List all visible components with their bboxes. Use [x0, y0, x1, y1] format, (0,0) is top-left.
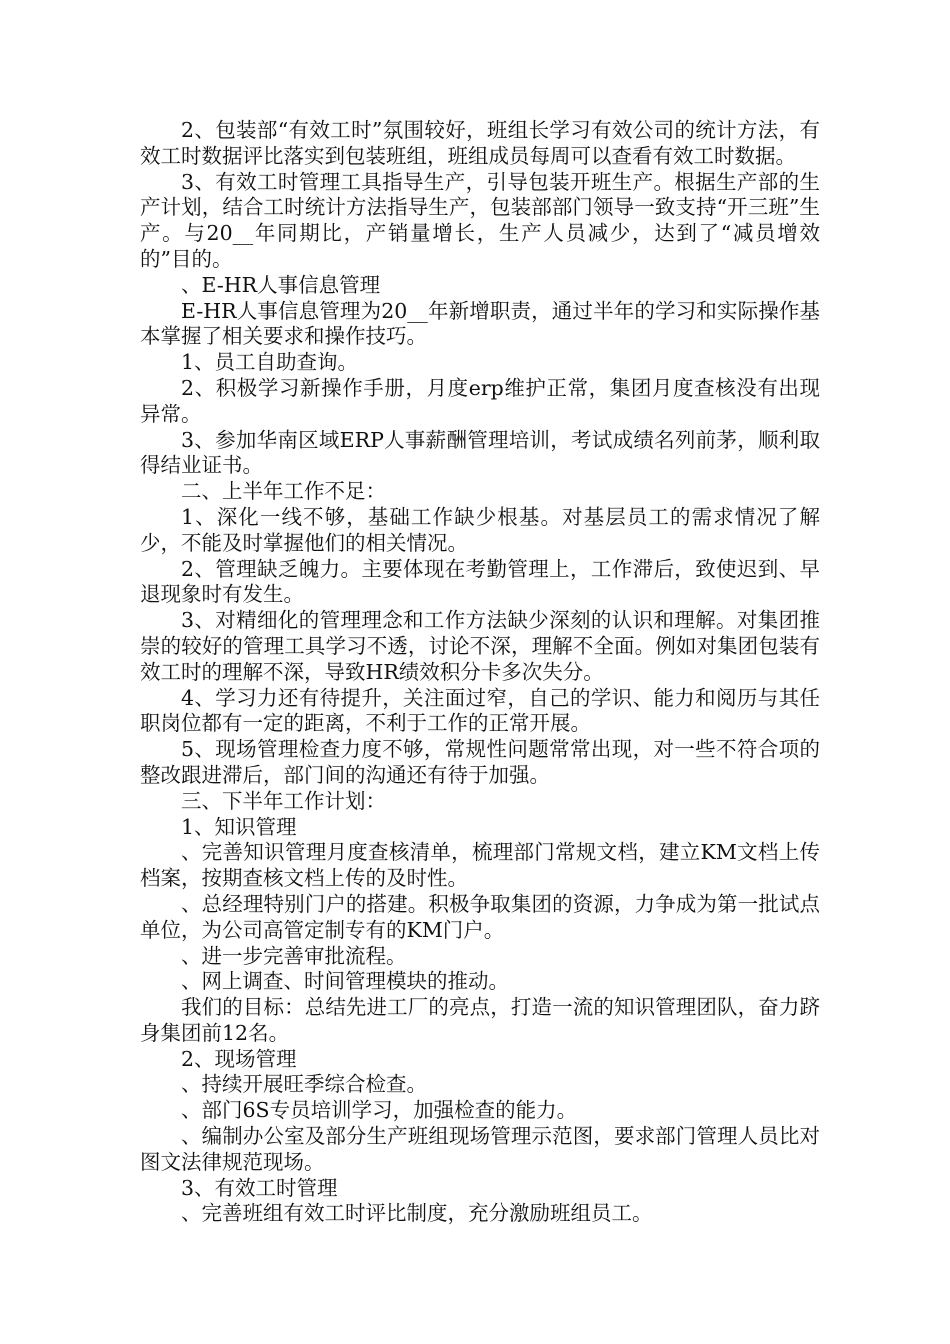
paragraph-plan-hours-1: 、完善班组有效工时评比制度，充分激励班组员工。: [181, 1201, 653, 1226]
paragraph-plan-knowledge-heading: 1、知识管理: [181, 814, 297, 839]
paragraph-ehr-item-3: 3、参加华南区域ERP人事薪酬管理培训，考试成绩名列前茅，顺利取得结业证书。: [140, 427, 820, 478]
section-ehr-heading: 、E-HR人事信息管理: [181, 272, 381, 297]
paragraph-plan-site-2: 、部门6S专员培训学习，加强检查的能力。: [181, 1098, 578, 1123]
paragraph-plan-goal: 我们的目标：总结先进工厂的亮点，打造一流的知识管理团队，奋力跻身集团前12名。: [140, 995, 820, 1045]
document-page: [140, 118, 820, 1227]
paragraph-plan-knowledge-1: 、完善知识管理月度查核清单，梳理部门常规文档，建立KM文档上传档案，按期查核文档上传的及时性。: [140, 840, 820, 891]
paragraph-shortcoming-2: 2、管理缺乏魄力。主要体现在考勤管理上，工作滞后，致使迟到、早退现象时有发生。: [140, 556, 820, 607]
section-plan-heading: 三、下半年工作计划：: [181, 788, 386, 813]
section-shortcomings-heading: 二、上半年工作不足：: [181, 479, 386, 504]
paragraph-ehr-intro: E-HR人事信息管理为20__年新增职责，通过半年的学习和实际操作基本掌握了相关要求和操作技巧。: [140, 298, 820, 349]
paragraph-shortcoming-3: 3、对精细化的管理理念和工作方法缺少深刻的认识和理解。对集团推崇的较好的管理工具学习不透，讨论不深，理解不全面。例如对集团包装有效工时的理解不深，导致HR绩效积分卡多次失分。: [140, 608, 820, 684]
paragraph-ehr-item-2: 2、积极学习新操作手册，月度erp维护正常，集团月度查核没有出现异常。: [140, 375, 820, 426]
paragraph-ehr-item-1: 1、员工自助查询。: [181, 350, 359, 375]
paragraph-plan-knowledge-3: 、进一步完善审批流程。: [181, 943, 407, 968]
paragraph-shortcoming-4: 4、学习力还有待提升，关注面过窄，自己的学识、能力和阅历与其任职岗位都有一定的距离，不利于工作的正常开展。: [140, 685, 820, 736]
paragraph-shortcoming-1: 1、深化一线不够，基础工作缺少根基。对基层员工的需求情况了解少，不能及时掌握他们的相关情况。: [140, 504, 820, 555]
paragraph-plan-knowledge-2: 、总经理特别门户的搭建。积极争取集团的资源，力争成为第一批试点单位，为公司高管定制专有的KM门户。: [140, 891, 820, 942]
paragraph-plan-site-heading: 2、现场管理: [181, 1046, 297, 1071]
paragraph-effective-hours-tool: 3、有效工时管理工具指导生产，引导包装开班生产。根据生产部的生产计划，结合工时统计方法指导生产，包装部部门领导一致支持“开三班”生产。与20__年同期比，产销量增长，生产人员减少，达到了“减员增效的”目的。: [140, 169, 820, 271]
paragraph-packaging-effective-hours: 2、包装部“有效工时”氛围较好，班组长学习有效公司的统计方法，有效工时数据评比落实到包装班组，班组成员每周可以查看有效工时数据。: [140, 118, 820, 168]
paragraph-plan-knowledge-4: 、网上调查、时间管理模块的推动。: [181, 969, 509, 994]
paragraph-plan-hours-heading: 3、有效工时管理: [181, 1175, 338, 1200]
paragraph-plan-site-3: 、编制办公室及部分生产班组现场管理示范图，要求部门管理人员比对图文法律规范现场。: [140, 1124, 820, 1174]
paragraph-shortcoming-5: 5、现场管理检查力度不够，常规性问题常常出现，对一些不符合项的整改跟进滞后，部门间的沟通还有待于加强。: [140, 737, 820, 787]
paragraph-plan-site-1: 、持续开展旺季综合检查。: [181, 1072, 427, 1097]
